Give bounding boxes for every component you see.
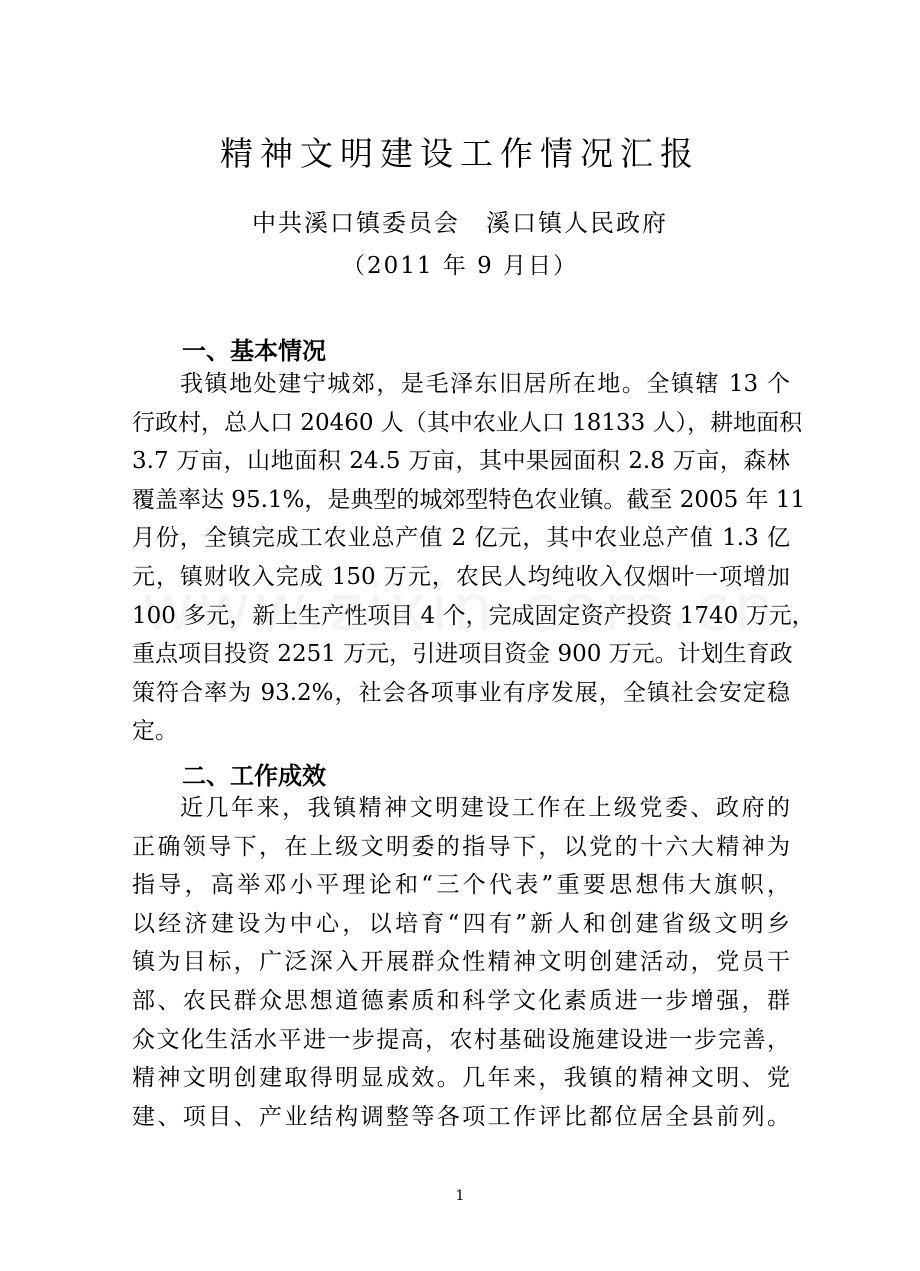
paragraph-line: 正确领导下，在上级文明委的指导下，以党的十六大精神为 [132, 833, 790, 860]
paragraph-line: 近几年来，我镇精神文明建设工作在上级党委、政府的 [180, 795, 790, 821]
org-party-committee: 中共溪口镇委员会 [252, 209, 460, 237]
section-heading-achievements: 二、工作成效 [182, 762, 326, 790]
paragraph-line: 重点项目投资 2251 万元，引进项目资金 900 万元。计划生育政 [132, 641, 793, 668]
section-body-basic-info [132, 365, 815, 751]
issuing-organizations [0, 203, 920, 238]
paragraph-line: 行政村，总人口 20460 人（其中农业人口 18133 人），耕地面积 [132, 409, 803, 436]
section-heading-basic-info: 一、基本情况 [182, 337, 326, 365]
report-date: （2011 年 9 月日） [341, 253, 579, 279]
page-number: 1 [455, 1188, 465, 1204]
paragraph-line: 策符合率为 93.2%，社会各项事业有序发展，全镇社会安定稳 [132, 679, 790, 706]
paragraph-line: 部、农民群众思想道德素质和科学文化素质进一步增强，群 [132, 987, 790, 1014]
paragraph-line: 覆盖率达 95.1%，是典型的城郊型特色农业镇。截至 2005 年 11 [132, 486, 806, 513]
paragraph-line: 元，镇财收入完成 150 万元，农民人均纯收入仅烟叶一项增加 [132, 563, 790, 590]
paragraph-line: 精神文明创建取得明显成效。几年来，我镇的精神文明、党 [132, 1065, 790, 1092]
paragraph-line: 指导，高举邓小平理论和“三个代表”重要思想伟大旗帜， [132, 872, 790, 899]
paragraph-line: 众文化生活水平进一步提高，农村基础设施建设进一步完善， [132, 1026, 790, 1053]
paragraph-line: 镇为目标，广泛深入开展群众性精神文明创建活动，党员干 [132, 949, 790, 976]
page-title: 精神文明建设工作情况汇报 [220, 134, 700, 173]
paragraph-line: 以经济建设为中心，以培育“四有”新人和创建省级文明乡 [132, 910, 790, 937]
paragraph-line: 月份，全镇完成工农业总产值 2 亿元，其中农业总产值 1.3 亿 [132, 525, 790, 552]
paragraph-line: 我镇地处建宁城郊，是毛泽东旧居所在地。全镇辖 13 个 [180, 371, 790, 397]
paragraph-line: 100 多元，新上生产性项目 4 个，完成固定资产投资 1740 万元， [132, 602, 815, 629]
paragraph-line: 定。 [132, 718, 178, 745]
org-government: 溪口镇人民政府 [486, 209, 668, 237]
section-body-achievements [132, 789, 790, 1136]
paragraph-line: 3.7 万亩，山地面积 24.5 万亩，其中果园面积 2.8 万亩，森林 [132, 448, 790, 475]
paragraph-line: 建、项目、产业结构调整等各项工作评比都位居全县前列。 [132, 1103, 790, 1130]
